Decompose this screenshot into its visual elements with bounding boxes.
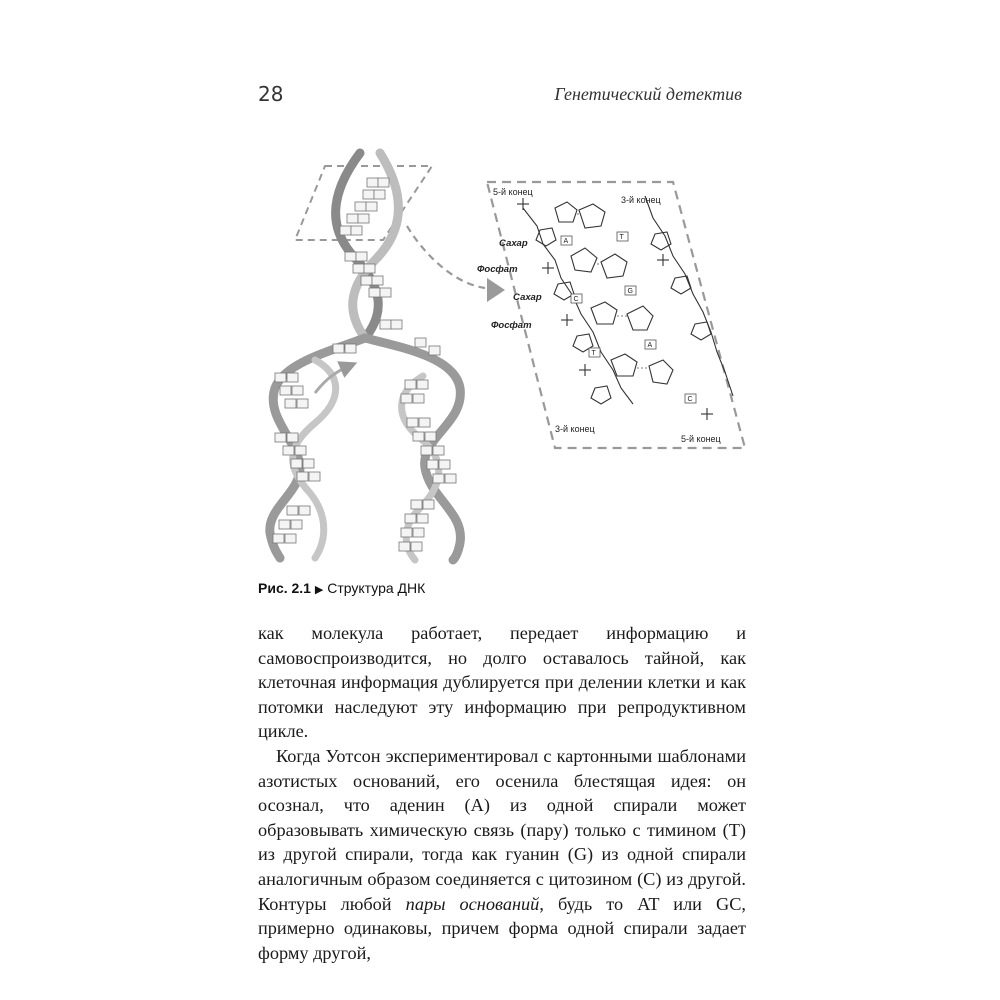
paragraph bbox=[258, 744, 746, 965]
figure-caption bbox=[258, 580, 425, 596]
text-run: , будь то AT или GC, примерно одинаковы, причем форма одной спирали задает форму другой, bbox=[258, 893, 747, 963]
molecular-structure bbox=[523, 196, 733, 404]
label-phosphate-2: Фосфат bbox=[491, 320, 532, 331]
text-run: Когда Уотсон экспериментировал с картонными шаблонами азотистых оснований, его осенила блестящая идея: он осознал, что аденин (A) из одной спирали может образовывать химическую связь (пару) только с тимином (T) из другой спирали, тогда как гуанин (G) из одной спирали аналогичным образом соединяется с цитозином (C) из другой. Контуры любой bbox=[258, 745, 746, 914]
detail-base-letter: A bbox=[647, 342, 653, 349]
paragraph: как молекула работает, передает информацию и самовоспроизводится, но долго оставалось тайной, как клеточная информация дублируется при делении клетки и как потомки наследуют эту информацию при репродуктивном цикле. bbox=[258, 623, 746, 742]
zoom-arrow-head bbox=[487, 278, 505, 302]
helix-strand bbox=[365, 338, 460, 560]
label-phosphate-1: Фосфат bbox=[477, 264, 518, 275]
caption-number: Рис. 2.1 bbox=[258, 580, 311, 596]
dna-illustration bbox=[255, 148, 750, 568]
emphasis: пары оснований bbox=[405, 893, 540, 914]
detail-base-letter: C bbox=[573, 296, 579, 303]
dna-structure-figure bbox=[255, 148, 750, 568]
detail-base-letter: T bbox=[619, 234, 624, 241]
label-three-end-bottom: 3-й конец bbox=[555, 424, 595, 434]
zoom-arrow bbox=[407, 226, 485, 288]
hydrogen-bonds bbox=[577, 214, 649, 368]
detail-base-letter: C bbox=[687, 396, 693, 403]
body-text bbox=[258, 621, 746, 965]
label-sugar-1: Сахар bbox=[499, 238, 528, 249]
caption-title: Структура ДНК bbox=[327, 580, 426, 596]
detail-base-letter: T bbox=[591, 350, 596, 357]
label-five-end-top: 5-й конец bbox=[493, 187, 533, 197]
caption-marker: ▶ bbox=[314, 584, 324, 596]
detail-base-letter: G bbox=[627, 288, 633, 295]
running-title: Генетический детектив bbox=[554, 84, 742, 104]
label-sugar-2: Сахар bbox=[513, 292, 542, 303]
page-number: 28 bbox=[258, 82, 284, 106]
label-five-end-bottom: 5-й конец bbox=[681, 434, 721, 444]
label-three-end-top: 3-й конец bbox=[621, 195, 661, 205]
detail-base-letter: A bbox=[563, 238, 569, 245]
